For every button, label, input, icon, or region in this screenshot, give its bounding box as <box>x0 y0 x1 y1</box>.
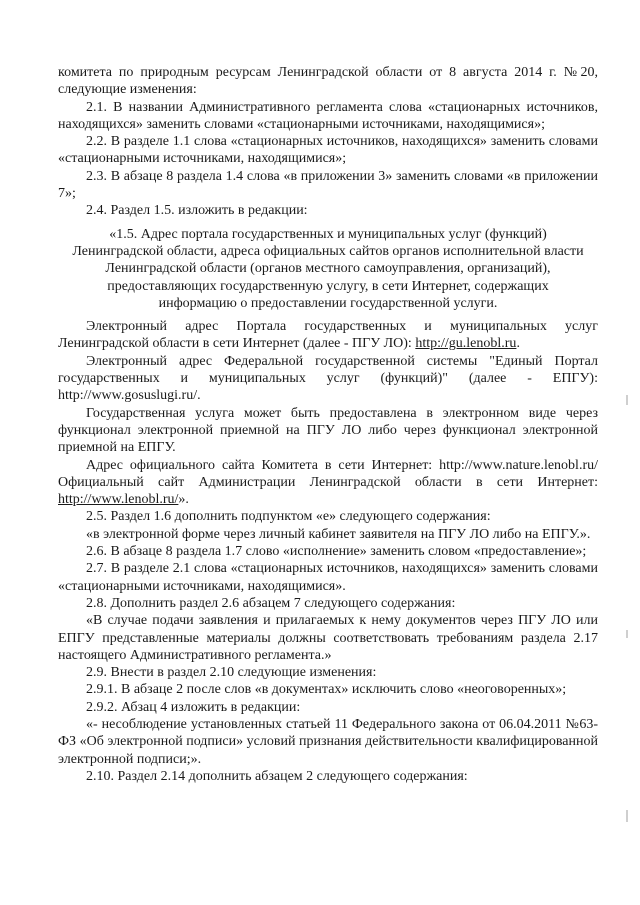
paragraph-2-10: 2.10. Раздел 2.14 дополнить абзацем 2 следующего содержания: <box>86 768 468 784</box>
paragraph-official-sites <box>58 457 598 509</box>
paragraph-2-8: 2.8. Дополнить раздел 2.6 абзацем 7 следующего содержания: <box>86 595 456 611</box>
document-body <box>58 64 598 785</box>
paragraph-2-9-1: 2.9.1. В абзаце 2 после слов «в документах» исключить слово «неоговоренных»; <box>86 682 567 698</box>
portal-address-text: Электронный адрес Портала государственных и муниципальных услуг Ленинградской области в сети Интернет (далее - ПГУ ЛО): <box>58 319 598 352</box>
paragraph-2-6: 2.6. В абзаце 8 раздела 1.7 слово «исполнение» заменить словом «предоставление»; <box>86 544 587 560</box>
paragraph-2-4: 2.4. Раздел 1.5. изложить в редакции: <box>86 203 308 219</box>
paragraph-intro: комитета по природным ресурсам Ленинградской области от 8 августа 2014 г. №20, следующие изменения: <box>58 65 598 98</box>
paragraph-2-1: 2.1. В названии Административного регламента слова «стационарных источников, находящихся» заменить словами «стационарными источниками, находящимися»; <box>58 99 598 132</box>
scan-edge-mark <box>626 630 628 638</box>
paragraph-portal-address <box>58 318 598 353</box>
paragraph-2-9-2-quote: «- несоблюдение установленных статьей 11 Федерального закона от 06.04.2011 №63-ФЗ «Об электронной подписи» условий признания действительности квалифицированной электронной подписи;». <box>58 716 598 767</box>
paragraph-2-9-2: 2.9.2. Абзац 4 изложить в редакции: <box>86 699 301 715</box>
paragraph-epgu-address: Электронный адрес Федеральной государственной системы "Единый Портал государственных и муниципальных услуг (функций)" (далее - ЕПГУ): http://www.gosuslugi.ru/. <box>58 353 598 404</box>
paragraph-2-8-quote: «В случае подачи заявления и прилагаемых к нему документов через ПГУ ЛО или ЕПГУ представленные материалы должны соответствовать требованиям раздела 2.17 настоящего Административного регламента.» <box>58 613 598 663</box>
lenobl-site-link[interactable]: http://www.lenobl.ru/ <box>58 492 179 508</box>
paragraph-2-3: 2.3. В абзаце 8 раздела 1.4 слова «в приложении 3» заменить словами «в приложении 7»; <box>58 168 598 202</box>
scan-edge-mark <box>626 810 628 822</box>
section-heading-1-5: «1.5. Адрес портала государственных и муниципальных услуг (функций) Ленинградской области, адреса официальных сайтов органов исполнительной власти Ленинградской области (органов местного самоуправления, организаций), предоставляющих государственную услугу, в сети Интернет, содержащих информацию о предоставлении государственной услуги. <box>72 226 584 311</box>
paragraph-2-5: 2.5. Раздел 1.6 дополнить подпунктом «е» следующего содержания: <box>86 509 491 525</box>
paragraph-2-9: 2.9. Внести в раздел 2.10 следующие изменения: <box>86 665 377 681</box>
paragraph-2-7: 2.7. В разделе 2.1 слова «стационарных источников, находящихся» заменить словами «стационарными источниками, находящимися». <box>58 561 598 594</box>
paragraph-2-5-quote: «в электронной форме через личный кабинет заявителя на ПГУ ЛО либо на ЕПГУ.». <box>86 526 591 542</box>
paragraph-2-2: 2.2. В разделе 1.1 слова «стационарных источников, находящихся» заменить словами «стационарными источниками, находящимися»; <box>58 134 598 167</box>
portal-address-tail: . <box>516 336 520 352</box>
official-sites-text: Адрес официального сайта Комитета в сети Интернет: http://www.nature.lenobl.ru/ Официальный сайт Администрации Ленинградской области в сети Интернет: <box>58 457 598 490</box>
paragraph-electronic-service: Государственная услуга может быть предоставлена в электронном виде через функционал электронной приемной на ПГУ ЛО либо через функционал электронной приемной на ЕПГУ. <box>58 405 598 456</box>
official-sites-tail: ». <box>178 492 189 508</box>
portal-address-link[interactable]: http://gu.lenobl.ru <box>415 336 517 352</box>
scan-edge-mark <box>626 395 628 405</box>
